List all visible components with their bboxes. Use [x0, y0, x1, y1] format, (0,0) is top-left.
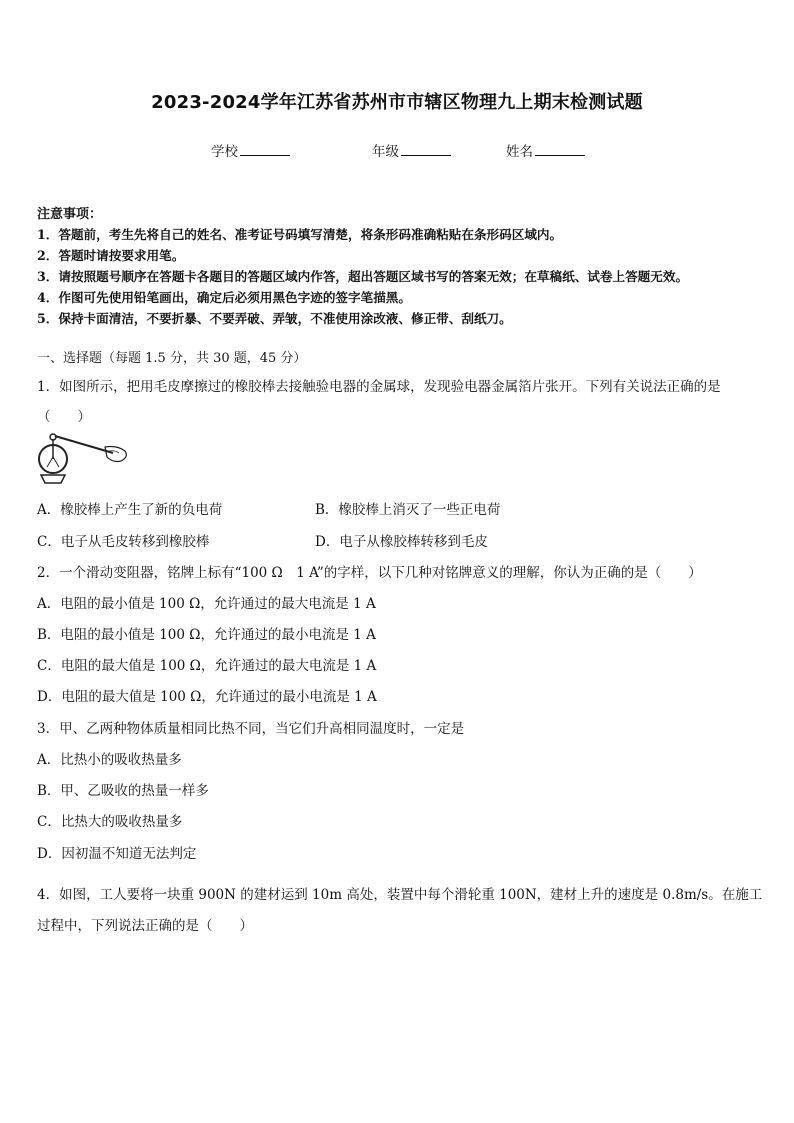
name-blank[interactable]: [535, 141, 585, 156]
school-label: 学校: [211, 144, 238, 160]
name-label: 姓名: [506, 144, 533, 160]
q2-option-a[interactable]: A．电阻的最小值是 100 Ω，允许通过的最大电流是 1 A: [37, 596, 376, 612]
school-field: [211, 140, 290, 160]
q1-stem: 1．如图所示，把用毛皮摩擦过的橡胶棒去接触验电器的金属球，发现验电器金属箔片张开。下列有关说法正确的是: [37, 379, 721, 395]
q3-option-d[interactable]: D．因初温不知道无法判定: [37, 846, 197, 862]
note-item: 1．答题前，考生先将自己的姓名、准考证号码填写清楚，将条形码准确粘贴在条形码区域内。: [37, 227, 563, 242]
electroscope-figure: [33, 425, 133, 491]
note-item: 5．保持卡面清洁，不要折暴、不要弄破、弄皱，不准使用涂改液、修正带、刮纸刀。: [37, 311, 512, 326]
q4-stem-line2: 过程中，下列说法正确的是（ ）: [37, 918, 253, 934]
notes-heading: 注意事项：: [37, 207, 103, 222]
q3-stem: 3．甲、乙两种物体质量相同比热不同，当它们升高相同温度时，一定是: [37, 721, 465, 737]
q2-option-d[interactable]: D．电阻的最大值是 100 Ω，允许通过的最小电流是 1 A: [37, 689, 377, 705]
school-blank[interactable]: [240, 141, 290, 156]
name-field: [506, 140, 585, 160]
q4-stem-line1: 4．如图，工人要将一块重 900N 的建材运到 10m 高处，装置中每个滑轮重 100N，建材上升的速度是 0.8m/s。在施工: [37, 887, 763, 903]
q2-stem: 2．一个滑动变阻器，铭牌上标有“100 Ω 1 A”的字样，以下几种对铭牌意义的理解，你认为正确的是（ ）: [37, 565, 702, 581]
q2-option-c[interactable]: C．电阻的最大值是 100 Ω，允许通过的最大电流是 1 A: [37, 658, 377, 674]
grade-blank[interactable]: [401, 141, 451, 156]
note-item: 4．作图可先使用铅笔画出，确定后必须用黑色字迹的签字笔描黑。: [37, 290, 411, 305]
grade-field: [372, 140, 451, 160]
q3-option-c[interactable]: C．比热大的吸收热量多: [37, 814, 183, 830]
q1-paren: （ ）: [37, 409, 91, 425]
note-item: 3．请按照题号顺序在答题卡各题目的答题区域内作答，超出答题区域书写的答案无效；在草稿纸、试卷上答题无效。: [37, 269, 689, 284]
q3-option-b[interactable]: B．甲、乙吸收的热量一样多: [37, 783, 209, 799]
q2-option-b[interactable]: B．电阻的最小值是 100 Ω，允许通过的最小电流是 1 A: [37, 627, 376, 643]
note-item: 2．答题时请按要求用笔。: [37, 248, 185, 263]
q3-option-a[interactable]: A．比热小的吸收热量多: [37, 752, 182, 768]
q1-option-c[interactable]: C．电子从毛皮转移到橡胶棒: [37, 534, 210, 550]
q1-option-a[interactable]: A．橡胶棒上产生了新的负电荷: [37, 502, 223, 518]
exam-title: 2023-2024学年江苏省苏州市市辖区物理九上期末检测试题: [151, 92, 643, 113]
grade-label: 年级: [372, 144, 399, 160]
q1-option-b[interactable]: B．橡胶棒上消灭了一些正电荷: [315, 502, 501, 518]
q1-option-d[interactable]: D．电子从橡胶棒转移到毛皮: [315, 534, 488, 550]
section-heading: 一、选择题（每题 1.5 分，共 30 题，45 分）: [37, 351, 307, 366]
